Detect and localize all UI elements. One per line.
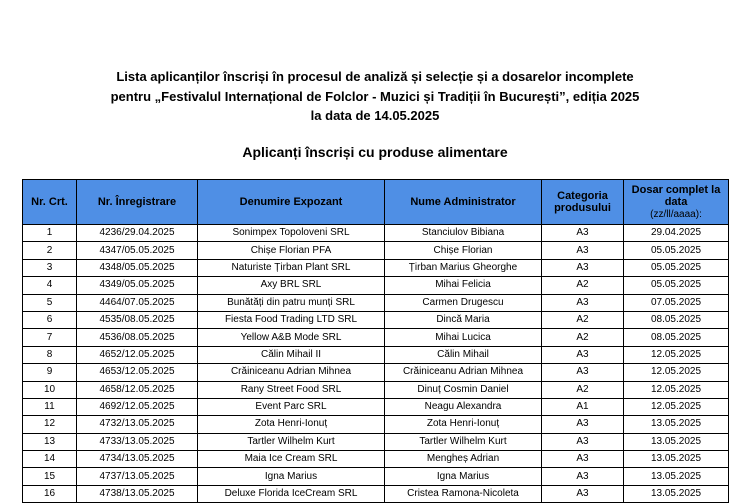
table-row [23,416,729,433]
cell-administrator: Dincă Maria [385,311,542,328]
cell-nr: 9 [23,364,77,381]
cell-administrator: Crăiniceanu Adrian Mihnea [385,364,542,381]
cell-exhibitor: Rany Street Food SRL [198,381,385,398]
cell-category: A3 [542,225,624,242]
cell-nr: 12 [23,416,77,433]
section-title: Aplicanți înscriși cu produse alimentare [242,144,508,160]
cell-registration: 4653/12.05.2025 [77,364,198,381]
cell-nr: 16 [23,485,77,502]
cell-category: A3 [542,259,624,276]
cell-nr: 5 [23,294,77,311]
cell-registration: 4535/08.05.2025 [77,311,198,328]
cell-nr: 3 [23,259,77,276]
cell-registration: 4347/05.05.2025 [77,242,198,259]
cell-nr: 2 [23,242,77,259]
cell-category: A1 [542,398,624,415]
cell-exhibitor: Deluxe Florida IceCream SRL [198,485,385,502]
table-header-row [23,180,729,225]
cell-nr: 13 [23,433,77,450]
table-row [23,468,729,485]
cell-registration: 4348/05.05.2025 [77,259,198,276]
cell-exhibitor: Crăiniceanu Adrian Mihnea [198,364,385,381]
cell-exhibitor: Fiesta Food Trading LTD SRL [198,311,385,328]
cell-exhibitor: Sonimpex Topoloveni SRL [198,225,385,242]
cell-dossier-date: 12.05.2025 [624,346,729,363]
cell-registration: 4236/29.04.2025 [77,225,198,242]
table-row [23,259,729,276]
cell-dossier-date: 13.05.2025 [624,416,729,433]
cell-category: A3 [542,451,624,468]
cell-administrator: Neagu Alexandra [385,398,542,415]
cell-administrator: Tartler Wilhelm Kurt [385,433,542,450]
cell-administrator: Mihai Lucica [385,329,542,346]
cell-registration: 4536/08.05.2025 [77,329,198,346]
table-row [23,225,729,242]
cell-category: A3 [542,294,624,311]
cell-category: A3 [542,416,624,433]
cell-category: A2 [542,329,624,346]
cell-dossier-date: 12.05.2025 [624,398,729,415]
cell-exhibitor: Tartler Wilhelm Kurt [198,433,385,450]
cell-category: A2 [542,277,624,294]
table-row [23,364,729,381]
cell-category: A3 [542,433,624,450]
cell-nr: 8 [23,346,77,363]
cell-category: A3 [542,346,624,363]
cell-nr: 15 [23,468,77,485]
table-row [23,329,729,346]
cell-registration: 4464/07.05.2025 [77,294,198,311]
heading-line-3: la data de 14.05.2025 [310,108,440,123]
cell-registration: 4738/13.05.2025 [77,485,198,502]
header-dossier-label: Dosar complet la data [631,183,721,208]
cell-administrator: Călin Mihail [385,346,542,363]
cell-dossier-date: 13.05.2025 [624,485,729,502]
cell-dossier-date: 07.05.2025 [624,294,729,311]
table-row [23,485,729,502]
cell-dossier-date: 13.05.2025 [624,433,729,450]
table-row [23,294,729,311]
cell-dossier-date: 05.05.2025 [624,242,729,259]
cell-administrator: Cristea Ramona-Nicoleta [385,485,542,502]
cell-registration: 4733/13.05.2025 [77,433,198,450]
cell-registration: 4652/12.05.2025 [77,346,198,363]
cell-exhibitor: Zota Henri-Ionuț [198,416,385,433]
cell-administrator: Dinuț Cosmin Daniel [385,381,542,398]
cell-category: A3 [542,468,624,485]
cell-category: A3 [542,364,624,381]
cell-administrator: Igna Marius [385,468,542,485]
cell-exhibitor: Event Parc SRL [198,398,385,415]
applicants-table [22,179,729,503]
cell-category: A3 [542,242,624,259]
cell-administrator: Mengheș Adrian [385,451,542,468]
header-dossier [624,180,729,225]
table-row [23,311,729,328]
cell-dossier-date: 13.05.2025 [624,468,729,485]
table-row [23,381,729,398]
cell-exhibitor: Igna Marius [198,468,385,485]
cell-administrator: Stanciulov Bibiana [385,225,542,242]
cell-exhibitor: Chișe Florian PFA [198,242,385,259]
table-row [23,242,729,259]
cell-administrator: Carmen Drugescu [385,294,542,311]
cell-category: A2 [542,311,624,328]
header-exhibitor: Denumire Expozant [198,180,385,225]
cell-exhibitor: Yellow A&B Mode SRL [198,329,385,346]
header-category: Categoria produsului [542,180,624,225]
cell-nr: 6 [23,311,77,328]
cell-administrator: Mihai Felicia [385,277,542,294]
table-row [23,433,729,450]
cell-exhibitor: Călin Mihail II [198,346,385,363]
heading-line-2: pentru „Festivalul Internațional de Folclor - Muzici și Tradiții în București”, ediția 2025 [110,88,640,104]
cell-administrator: Zota Henri-Ionuț [385,416,542,433]
cell-exhibitor: Maia Ice Cream SRL [198,451,385,468]
cell-registration: 4658/12.05.2025 [77,381,198,398]
table-row [23,346,729,363]
cell-category: A2 [542,381,624,398]
cell-registration: 4732/13.05.2025 [77,416,198,433]
cell-nr: 14 [23,451,77,468]
cell-dossier-date: 29.04.2025 [624,225,729,242]
document-heading [0,67,750,126]
cell-exhibitor: Naturiste Țirban Plant SRL [198,259,385,276]
cell-dossier-date: 12.05.2025 [624,381,729,398]
cell-nr: 4 [23,277,77,294]
cell-nr: 1 [23,225,77,242]
heading-line-1: Lista aplicanților înscriși în procesul de analiză și selecție și a dosarelor incomplete [116,69,634,84]
header-nr: Nr. Crt. [23,180,77,225]
cell-registration: 4737/13.05.2025 [77,468,198,485]
table-row [23,451,729,468]
cell-dossier-date: 05.05.2025 [624,259,729,276]
cell-dossier-date: 08.05.2025 [624,311,729,328]
cell-administrator: Chișe Florian [385,242,542,259]
cell-category: A3 [542,485,624,502]
table-row [23,398,729,415]
cell-dossier-date: 12.05.2025 [624,364,729,381]
cell-administrator: Țirban Marius Gheorghe [385,259,542,276]
cell-nr: 10 [23,381,77,398]
cell-registration: 4734/13.05.2025 [77,451,198,468]
header-registration: Nr. Înregistrare [77,180,198,225]
cell-nr: 7 [23,329,77,346]
cell-exhibitor: Bunătăți din patru munți SRL [198,294,385,311]
table-row [23,277,729,294]
header-dossier-format: (zz/ll/aaaa): [650,208,702,220]
cell-exhibitor: Axy BRL SRL [198,277,385,294]
cell-nr: 11 [23,398,77,415]
cell-dossier-date: 13.05.2025 [624,451,729,468]
header-administrator: Nume Administrator [385,180,542,225]
cell-dossier-date: 08.05.2025 [624,329,729,346]
cell-dossier-date: 05.05.2025 [624,277,729,294]
cell-registration: 4692/12.05.2025 [77,398,198,415]
cell-registration: 4349/05.05.2025 [77,277,198,294]
